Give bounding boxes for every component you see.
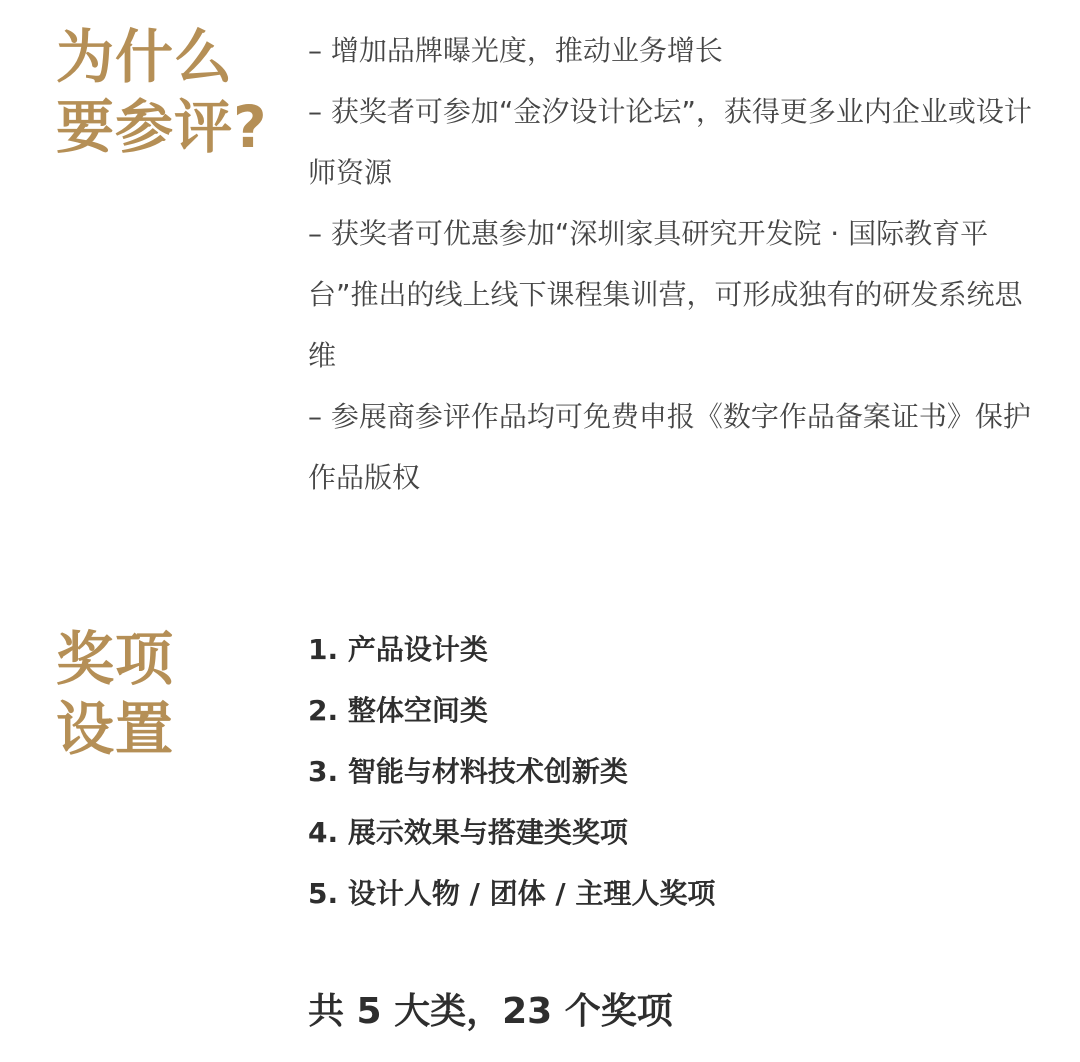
award-category-item: 5. 设计人物 / 团体 / 主理人奖项 <box>308 877 716 910</box>
reason-item: – 获奖者可优惠参加“深圳家具研究开发院 · 国际教育平台”推出的线上线下课程集训营，可形成独有的研发系统思维 <box>308 217 1023 372</box>
award-categories-list <box>308 619 1048 924</box>
reason-item: – 获奖者可参加“金汐设计论坛”，获得更多业内企业或设计师资源 <box>308 95 1032 189</box>
awards-summary: 共 5 大类，23 个奖项 <box>308 991 673 1032</box>
why-participate-heading <box>56 22 268 162</box>
awards-heading-line-2: 设置 <box>56 695 175 763</box>
award-category-item: 1. 产品设计类 <box>308 633 488 666</box>
award-category-item: 4. 展示效果与搭建类奖项 <box>308 816 628 849</box>
reason-item: – 参展商参评作品均可免费申报《数字作品备案证书》保护作品版权 <box>308 400 1031 494</box>
why-heading-line-1: 为什么 <box>56 23 234 91</box>
award-category-item: 2. 整体空间类 <box>308 694 488 727</box>
awards-heading-line-1: 奖项 <box>56 625 175 693</box>
award-category-item: 3. 智能与材料技术创新类 <box>308 755 628 788</box>
reasons-list <box>308 20 1048 508</box>
reason-item: – 增加品牌曝光度，推动业务增长 <box>308 34 723 67</box>
award-settings-heading <box>56 624 174 764</box>
why-heading-line-2: 要参评? <box>56 93 268 161</box>
